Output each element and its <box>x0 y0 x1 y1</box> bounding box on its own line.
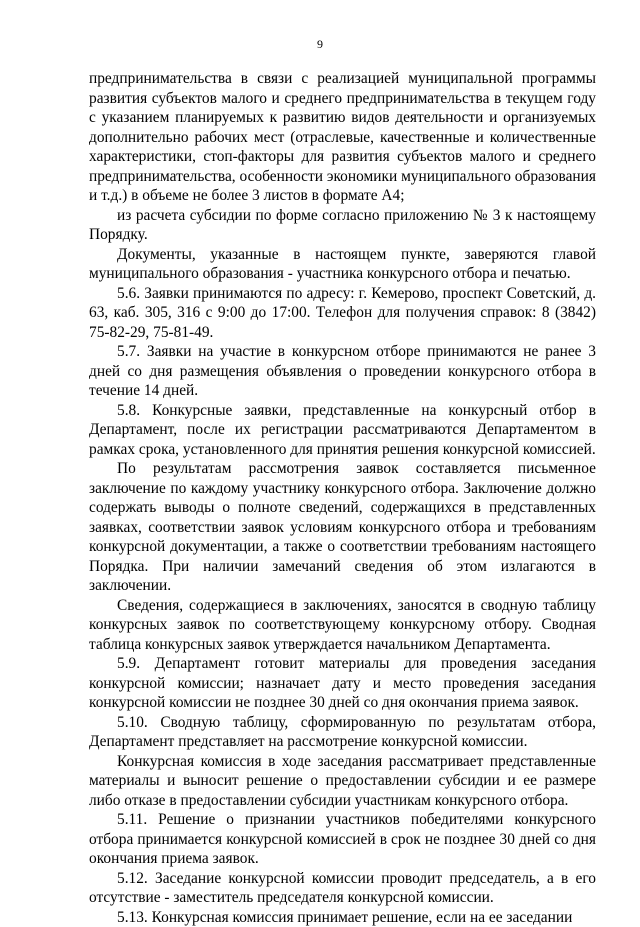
paragraph: из расчета субсидии по форме согласно приложению № 3 к настоящему Порядку. <box>89 206 596 245</box>
page-number: 9 <box>0 37 640 51</box>
paragraph: Сведения, содержащиеся в заключениях, заносятся в сводную таблицу конкурсных заявок по соответствующему конкурсному отбору. Сводная таблица конкурсных заявок утверждается начальником Департамента. <box>89 596 596 655</box>
paragraph: Документы, указанные в настоящем пункте, заверяются главой муниципального образования - участника конкурсного отбора и печатью. <box>89 245 596 284</box>
paragraph-clause-5-13: 5.13. Конкурсная комиссия принимает решение, если на ее заседании <box>89 908 596 927</box>
paragraph-clause-5-7: 5.7. Заявки на участие в конкурсном отборе принимаются не ранее 3 дней со дня размещения объявления о проведении конкурсного отбора в течение 14 дней. <box>89 342 596 401</box>
paragraph-clause-5-11: 5.11. Решение о признании участников победителями конкурсного отбора принимается конкурсной комиссией в срок не позднее 30 дней со дня окончания приема заявок. <box>89 810 596 869</box>
paragraph-clause-5-12: 5.12. Заседание конкурсной комиссии проводит председатель, а в его отсутствие - заместитель председателя конкурсной комиссии. <box>89 869 596 908</box>
paragraph-clause-5-8: 5.8. Конкурсные заявки, представленные на конкурсный отбор в Департамент, после их регистрации рассматриваются Департаментом в рамках срока, установленного для принятия решения конкурсной комиссией. <box>89 401 596 460</box>
document-body <box>89 69 596 927</box>
paragraph-clause-5-6: 5.6. Заявки принимаются по адресу: г. Кемерово, проспект Советский, д. 63, каб. 305, 316 с 9:00 до 17:00. Телефон для получения справок: 8 (3842) 75-82-29, 75-81-49. <box>89 284 596 343</box>
paragraph: По результатам рассмотрения заявок составляется письменное заключение по каждому участнику конкурсного отбора. Заключение должно содержать выводы о полноте сведений, содержащихся в представленных заявках, соответствии заявок условиям конкурсного отбора и требованиям конкурсной документации, а также о соответствии требованиям настоящего Порядка. При наличии замечаний сведения об этом излагаются в заключении. <box>89 459 596 596</box>
paragraph-continuation: предпринимательства в связи с реализацией муниципальной программы развития субъектов малого и среднего предпринимательства в текущем году с указанием планируемых к развитию видов деятельности и организуемых дополнительно рабочих мест (отраслевые, качественные и количественные характеристики, стоп-факторы для развития субъектов малого и среднего предпринимательства, особенности экономики муниципального образования и т.д.) в объеме не более 3 листов в формате А4; <box>89 69 596 206</box>
paragraph-clause-5-9: 5.9. Департамент готовит материалы для проведения заседания конкурсной комиссии; назначает дату и место проведения заседания конкурсной комиссии не позднее 30 дней со дня окончания приема заявок. <box>89 654 596 713</box>
paragraph: Конкурсная комиссия в ходе заседания рассматривает представленные материалы и выносит решение о предоставлении субсидии и ее размере либо отказе в предоставлении субсидии участникам конкурсного отбора. <box>89 752 596 811</box>
paragraph-clause-5-10: 5.10. Сводную таблицу, сформированную по результатам отбора, Департамент представляет на рассмотрение конкурсной комиссии. <box>89 713 596 752</box>
